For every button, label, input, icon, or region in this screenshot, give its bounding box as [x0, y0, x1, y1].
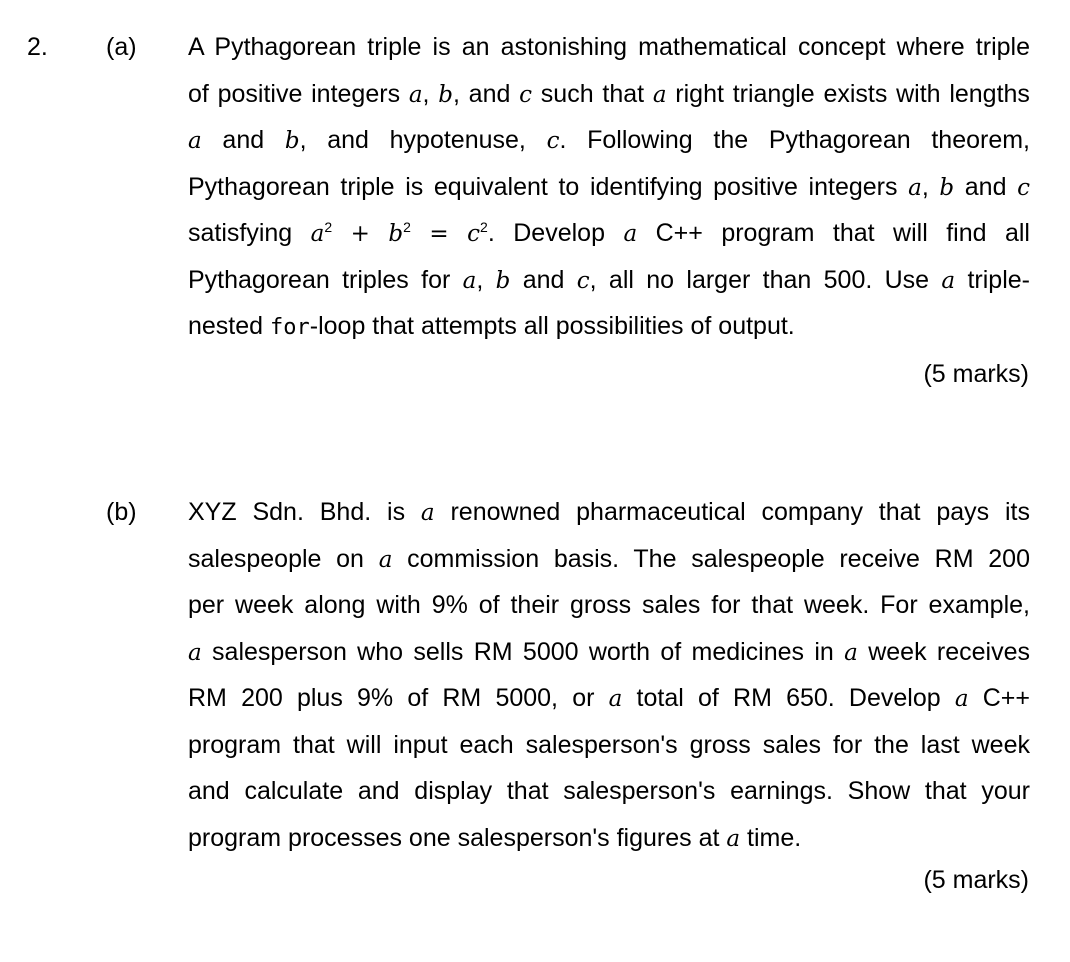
part-b-label: (b) [106, 498, 137, 526]
part-a-marks: (5 marks) [923, 360, 1029, 388]
question-number: 2. [27, 33, 48, 61]
part-b-text: XYZ Sdn. Bhd. is a renowned pharmaceutical company that pays its salespeople on a commission basis. The salespeople receive RM 200 per week along with 9% of their gross sales for that week. For example, a salesperson who sells RM 5000 worth of medicines in a week receives RM 200 plus 9% of RM 5000, or a total of RM 650. Develop a C++ program that will input each salesperson's gross sales for the last week and calculate and display that salesperson's earnings. Show that your program processes one salesperson's figures at a time. [188, 498, 1031, 852]
part-a-label: (a) [106, 33, 137, 61]
part-b-marks: (5 marks) [923, 866, 1029, 894]
part-a-text: A Pythagorean triple is an astonishing mathematical concept where triple of positive integers a, b, and c such that a right triangle exists with lengths a and b, and hypotenuse, c. Following the Pythagorean theorem, Pythagorean triple is equivalent to identifying positive integers a, b and c satisfying $a^2 + b^2 = c^2$. Develop a C++ program that will find all Pythagorean triples for a, b and c, all no larger than 500. Use a triple- nested for-loop that attempts all possibilities of output. [188, 33, 1030, 340]
